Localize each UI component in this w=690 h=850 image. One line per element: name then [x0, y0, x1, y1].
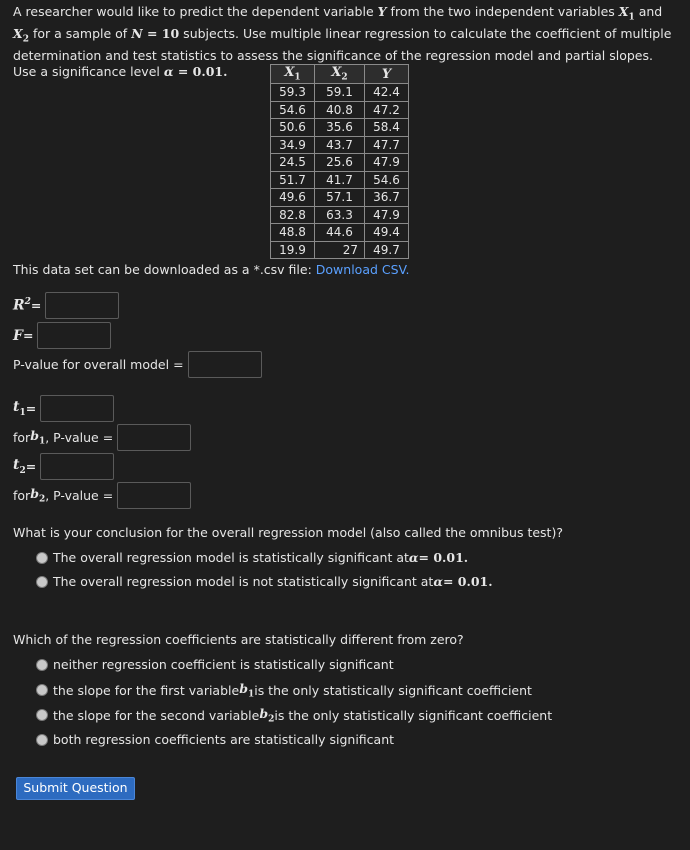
var-x2: $X_2$: [13, 26, 29, 45]
q2-option-both[interactable]: [36, 732, 394, 747]
table-cell: 48.8: [271, 224, 315, 242]
period: .: [223, 63, 228, 79]
t1-input[interactable]: [40, 395, 114, 422]
table-cell: 34.9: [271, 136, 315, 154]
table-cell: 47.9: [365, 154, 409, 172]
b2-symbol: $b_2$: [259, 706, 275, 725]
var-x1: $X_1$: [618, 4, 635, 23]
p-overall-row: [13, 351, 262, 378]
q2-option-neither[interactable]: [36, 657, 394, 672]
table-cell: 54.6: [271, 101, 315, 119]
q1-option-not-significant[interactable]: [36, 574, 493, 589]
f-label: F: [13, 327, 23, 344]
radio-button[interactable]: [36, 684, 48, 696]
table-row: [271, 189, 409, 207]
option-text: neither regression coefficient is statistically significant: [53, 657, 394, 672]
table-cell: 47.9: [365, 206, 409, 224]
r2-row: [13, 292, 119, 319]
alpha-value: = 0.01: [418, 550, 464, 565]
t1-label: $t_1$: [13, 399, 26, 418]
table-cell: 43.7: [315, 136, 365, 154]
var-n: N: [131, 26, 143, 41]
t1-row: [13, 395, 114, 422]
table-cell: 36.7: [365, 189, 409, 207]
header-y: Y: [365, 65, 409, 84]
header-x1: $X_1$: [271, 65, 315, 84]
table-cell: 27: [315, 241, 365, 259]
b1-p-input[interactable]: [117, 424, 191, 451]
table-cell: 59.1: [315, 84, 365, 102]
table-row: [271, 119, 409, 137]
intro-text: and: [634, 4, 663, 19]
b2-p-row: [13, 482, 191, 509]
for-label: for: [13, 488, 31, 503]
b1-symbol: $b_1$: [239, 681, 255, 700]
data-table: [270, 64, 409, 259]
table-cell: 51.7: [271, 171, 315, 189]
option-text: is the only statistically significant coefficient: [254, 682, 532, 698]
radio-button[interactable]: [36, 734, 48, 746]
radio-button[interactable]: [36, 709, 48, 721]
table-cell: 40.8: [315, 101, 365, 119]
t2-label: $t_2$: [13, 457, 26, 476]
p-value-label: , P-value =: [45, 430, 114, 445]
table-row: [271, 136, 409, 154]
table-cell: 49.4: [365, 224, 409, 242]
option-text: both regression coefficients are statistically significant: [53, 732, 395, 747]
table-cell: 47.7: [365, 136, 409, 154]
table-cell: 42.4: [365, 84, 409, 102]
option-text: is the only statistically significant coefficient: [274, 707, 553, 723]
q2-option-second-only[interactable]: [36, 706, 552, 725]
q2-question: Which of the regression coefficients are statistically different from zero?: [13, 632, 464, 647]
table-cell: 63.3: [315, 206, 365, 224]
table-cell: 35.6: [315, 119, 365, 137]
table-row: [271, 101, 409, 119]
download-line: [13, 262, 409, 277]
q1-question: What is your conclusion for the overall regression model (also called the omnibus test)?: [13, 525, 563, 540]
equals: =: [30, 298, 42, 313]
table-cell: 49.7: [365, 241, 409, 259]
table-cell: 44.6: [315, 224, 365, 242]
header-x2: $X_2$: [315, 65, 365, 84]
submit-question-button[interactable]: Submit Question: [16, 777, 135, 800]
alpha-symbol: α: [433, 574, 443, 589]
q1-option-significant[interactable]: [36, 550, 468, 565]
var-y: Y: [377, 4, 387, 19]
r2-label: $R^2$: [13, 297, 31, 314]
b1-p-row: [13, 424, 191, 451]
table-cell: 47.2: [365, 101, 409, 119]
f-row: [13, 322, 111, 349]
intro-text: from the two independent variables: [386, 4, 619, 19]
b2-p-input[interactable]: [117, 482, 191, 509]
alpha-symbol: α: [163, 63, 174, 79]
equals: =: [22, 328, 34, 343]
table-row: [271, 224, 409, 242]
f-input[interactable]: [37, 322, 111, 349]
equals: =: [25, 459, 37, 474]
q2-option-first-only[interactable]: [36, 681, 532, 700]
p-value-label: , P-value =: [45, 488, 114, 503]
table-cell: 19.9: [271, 241, 315, 259]
intro-text: for a sample of: [28, 26, 132, 41]
table-cell: 58.4: [365, 119, 409, 137]
radio-button[interactable]: [36, 552, 48, 564]
b2-symbol: $b_2$: [30, 486, 46, 505]
option-text: the slope for the first variable: [53, 682, 240, 698]
table-cell: 50.6: [271, 119, 315, 137]
for-label: for: [13, 430, 31, 445]
table-row: [271, 171, 409, 189]
download-text: This data set can be downloaded as a *.csv file:: [13, 262, 316, 277]
table-row: [271, 241, 409, 259]
table-cell: 41.7: [315, 171, 365, 189]
table-cell: 24.5: [271, 154, 315, 172]
download-csv-link[interactable]: Download CSV.: [315, 262, 410, 277]
table-cell: 49.6: [271, 189, 315, 207]
table-header-row: [271, 65, 409, 84]
p-overall-input[interactable]: [188, 351, 262, 378]
r2-input[interactable]: [45, 292, 119, 319]
radio-button[interactable]: [36, 576, 48, 588]
equals: =: [25, 401, 37, 416]
table-cell: 57.1: [315, 189, 365, 207]
period: .: [463, 550, 469, 565]
table-row: [271, 206, 409, 224]
alpha-symbol: α: [408, 550, 419, 565]
table-cell: 54.6: [365, 171, 409, 189]
option-text: The overall regression model is not statistically significant at: [53, 574, 434, 589]
alpha-value: = 0.01: [442, 574, 489, 589]
p-overall-label: P-value for overall model =: [13, 357, 184, 372]
b1-symbol: $b_1$: [30, 428, 46, 447]
t2-input[interactable]: [40, 453, 114, 480]
intro-text: subjects. Use multiple linear regression to calculate the coefficient of multiple determination and test statistics to assess the significance of the regression model and partial slopes. Use a significance level: [13, 26, 672, 79]
table-row: [271, 84, 409, 102]
n-value: = 10: [142, 26, 180, 41]
alpha-value: = 0.01: [173, 63, 224, 79]
intro-text: A researcher would like to predict the dependent variable: [13, 4, 378, 19]
t2-row: [13, 453, 114, 480]
table-cell: 59.3: [271, 84, 315, 102]
option-text: the slope for the second variable: [53, 707, 260, 723]
radio-button[interactable]: [36, 659, 48, 671]
option-text: The overall regression model is statistically significant at: [53, 550, 409, 565]
table-cell: 25.6: [315, 154, 365, 172]
table-cell: 82.8: [271, 206, 315, 224]
period: .: [488, 574, 493, 589]
table-row: [271, 154, 409, 172]
